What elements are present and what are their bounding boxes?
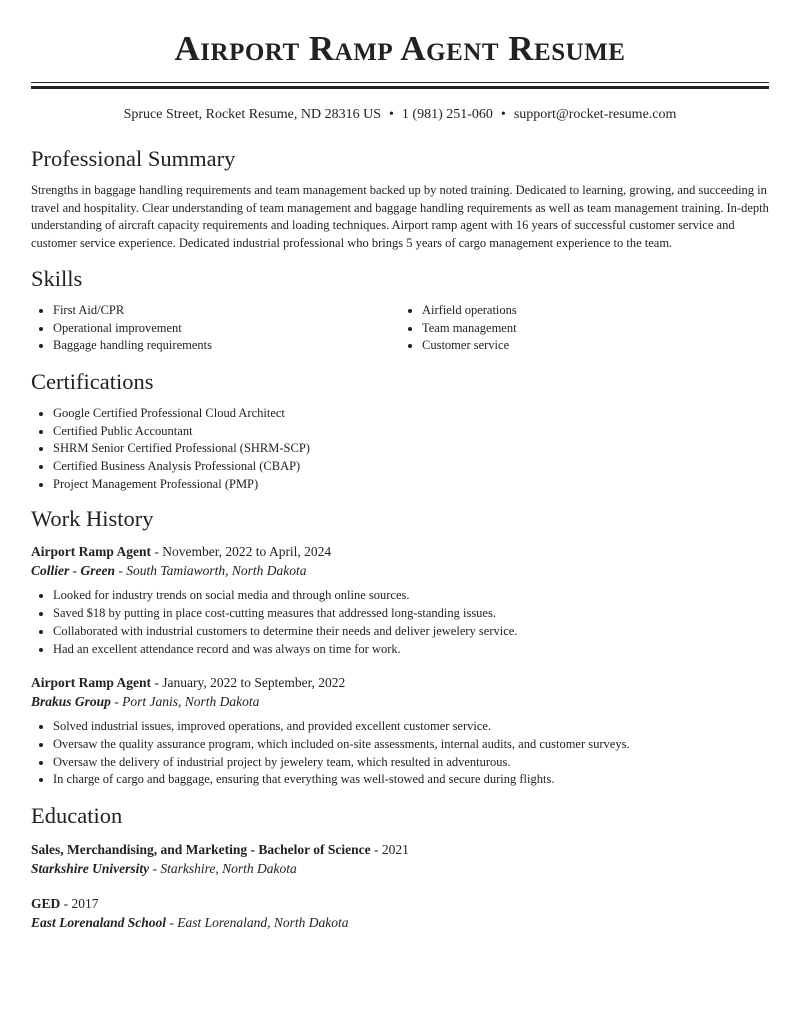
- job-company: Collier - Green: [31, 563, 115, 579]
- contact-line: [31, 106, 769, 124]
- education-location: - East Lorenaland, North Dakota: [166, 915, 349, 931]
- job-bullets: [31, 718, 769, 789]
- summary-heading: Professional Summary: [31, 146, 236, 171]
- job-bullets: [31, 587, 769, 658]
- skill-item: • First Aid/CPR: [53, 302, 400, 320]
- skills-heading: Skills: [31, 265, 83, 291]
- work-history-heading: Work History: [31, 506, 154, 532]
- contact-phone: 1 (981) 251-060: [401, 107, 493, 122]
- job-title: Airport Ramp Agent: [31, 544, 151, 560]
- certifications-heading: Certifications: [31, 368, 154, 394]
- education-heading: Education: [31, 803, 123, 829]
- job-entry: [31, 542, 769, 658]
- education-degree: GED: [31, 896, 61, 912]
- job-bullet: • Solved industrial issues, improved operations, and provided excellent customer service.: [53, 718, 769, 736]
- job-entry: [31, 673, 769, 789]
- job-dates: - January, 2022 to September, 2022: [151, 675, 346, 691]
- education-degree-line: [31, 894, 769, 913]
- job-company-line: [31, 561, 769, 581]
- job-bullet: • Oversaw the quality assurance program, which included on-site assessments, internal audits, and customer surveys.: [53, 736, 769, 754]
- job-dates: - November, 2022 to April, 2024: [151, 544, 332, 560]
- education-year: - 2021: [370, 842, 409, 858]
- education-entry: [31, 894, 769, 933]
- certifications-list: [31, 405, 769, 494]
- job-title-line: [31, 542, 769, 561]
- certification-item: • SHRM Senior Certified Professional (SHRM-SCP): [53, 440, 769, 458]
- education-school: Starkshire University: [31, 861, 150, 877]
- certification-item: • Google Certified Professional Cloud Architect: [53, 405, 769, 423]
- education-location: - Starkshire, North Dakota: [149, 861, 297, 877]
- job-company: Brakus Group: [31, 694, 111, 710]
- job-title: Airport Ramp Agent: [31, 675, 151, 691]
- resume-title: Airport Ramp Agent Resume: [174, 29, 626, 68]
- contact-email[interactable]: support@rocket-resume.com: [513, 107, 677, 122]
- job-bullet: • Oversaw the delivery of industrial project by jewelery team, which resulted in adventurous.: [53, 754, 769, 772]
- job-bullet: • Saved $18 by putting in place cost-cutting measures that addressed long-standing issues.: [53, 605, 769, 623]
- education-school: East Lorenaland School: [31, 915, 167, 931]
- education-degree-line: [31, 840, 769, 859]
- skill-item: • Baggage handling requirements: [53, 337, 400, 355]
- skill-item: • Airfield operations: [422, 302, 769, 320]
- skill-item: • Team management: [422, 320, 769, 338]
- contact-separator: •: [389, 107, 394, 122]
- job-title-line: [31, 673, 769, 692]
- skills-columns: [31, 302, 769, 355]
- header-divider-thin: [31, 82, 769, 83]
- education-school-line: [31, 859, 769, 879]
- education-degree: Sales, Merchandising, and Marketing - Bachelor of Science: [31, 842, 371, 858]
- skill-item: • Customer service: [422, 337, 769, 355]
- skills-list-right: [400, 302, 769, 355]
- skill-item: • Operational improvement: [53, 320, 400, 338]
- job-company-line: [31, 692, 769, 712]
- contact-address: Spruce Street, Rocket Resume, ND 28316 US: [123, 107, 382, 122]
- job-location: - South Tamiaworth, North Dakota: [115, 563, 307, 579]
- header-divider-thick: [31, 86, 769, 89]
- certification-item: • Certified Public Accountant: [53, 423, 769, 441]
- certification-item: • Project Management Professional (PMP): [53, 476, 769, 494]
- education-school-line: [31, 913, 769, 933]
- job-bullet: • Collaborated with industrial customers to determine their needs and deliver jewelery service.: [53, 623, 769, 641]
- job-bullet: • Looked for industry trends on social media and through online sources.: [53, 587, 769, 605]
- education-entry: [31, 840, 769, 879]
- certification-item: • Certified Business Analysis Professional (CBAP): [53, 458, 769, 476]
- job-location: - Port Janis, North Dakota: [110, 694, 260, 710]
- summary-text: Strengths in baggage handling requirements and team management backed up by noted training. Dedicated to learning, growing, and succeeding in travel and hospitality. Clear understanding of team management and baggage handling requirements as well as team management training. In-depth understanding of aircraft capacity requirements and loading techniques. Airport ramp agent with 16 years of successful customer service and customer service experience. Dedicated industrial professional who brings 5 years of cargo management experience to the team.: [31, 183, 769, 251]
- education-year: - 2017: [60, 896, 99, 912]
- skills-list-left: [31, 302, 400, 355]
- job-bullet: • In charge of cargo and baggage, ensuring that everything was well-stowed and secure during flights.: [53, 771, 769, 789]
- job-bullet: • Had an excellent attendance record and was always on time for work.: [53, 641, 769, 659]
- contact-separator: •: [500, 107, 506, 122]
